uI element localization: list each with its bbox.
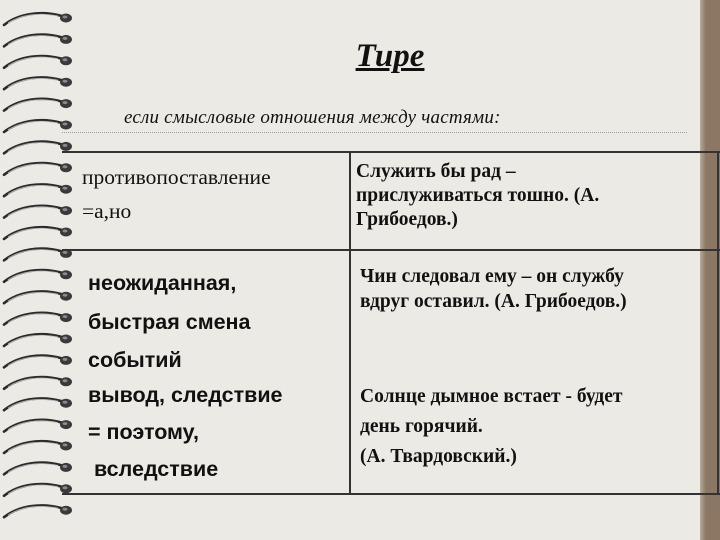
slide-subtitle: если смысловые отношения между частями: — [124, 107, 501, 128]
binding-ring — [4, 99, 72, 111]
term-line: событий — [88, 348, 182, 372]
binding-ring — [4, 142, 72, 154]
subtitle-divider — [62, 132, 687, 133]
binding-ring — [4, 120, 72, 132]
binding-ring — [4, 206, 72, 218]
binding-ring — [4, 484, 72, 496]
example-line: (А. Твардовский.) — [360, 446, 517, 467]
binding-ring — [4, 505, 72, 517]
example-line: Чин следовал ему – он службу — [360, 266, 624, 287]
binding-ring — [4, 420, 72, 432]
binding-ring — [4, 227, 72, 239]
binding-ring — [4, 77, 72, 89]
binding-ring — [4, 313, 72, 325]
term-line: =а,но — [82, 199, 132, 223]
term-line: неожиданная, — [88, 271, 237, 295]
term-line: вывод, следствие — [88, 383, 283, 407]
term-line: вследствие — [88, 457, 219, 481]
example-line: день горячий. — [360, 416, 483, 437]
table-row-2-example — [360, 264, 710, 314]
table-row-2-term — [88, 264, 350, 380]
term-line: = поэтому, — [88, 420, 199, 444]
binding-ring — [4, 163, 72, 175]
binding-ring — [4, 270, 72, 282]
table-row-1-example — [356, 160, 706, 232]
spiral-binding — [0, 0, 80, 540]
example-line: Грибоедов.) — [356, 209, 458, 230]
binding-ring — [4, 356, 72, 368]
binding-ring — [4, 13, 72, 25]
example-line: Солнце дымное встает - будет — [360, 386, 623, 407]
binding-ring — [4, 184, 72, 196]
table-row-1-term — [82, 160, 344, 228]
example-line: Служить бы рад – — [356, 161, 516, 182]
binding-ring — [4, 398, 72, 410]
slide-title: Тире — [355, 38, 425, 74]
binding-ring — [4, 377, 72, 389]
term-line: противопоставление — [82, 165, 271, 189]
binding-ring — [4, 463, 72, 475]
table-row-3-term — [88, 377, 350, 488]
binding-ring — [4, 291, 72, 303]
table-row-3-example — [360, 382, 710, 472]
term-line: быстрая смена — [88, 309, 251, 334]
example-line: прислуживаться тошно. (А. — [356, 185, 600, 206]
binding-ring — [4, 249, 72, 261]
table-right-border — [717, 151, 719, 495]
binding-ring — [4, 334, 72, 346]
binding-ring — [4, 441, 72, 453]
example-line: вдруг оставил. (А. Грибоедов.) — [360, 291, 627, 312]
